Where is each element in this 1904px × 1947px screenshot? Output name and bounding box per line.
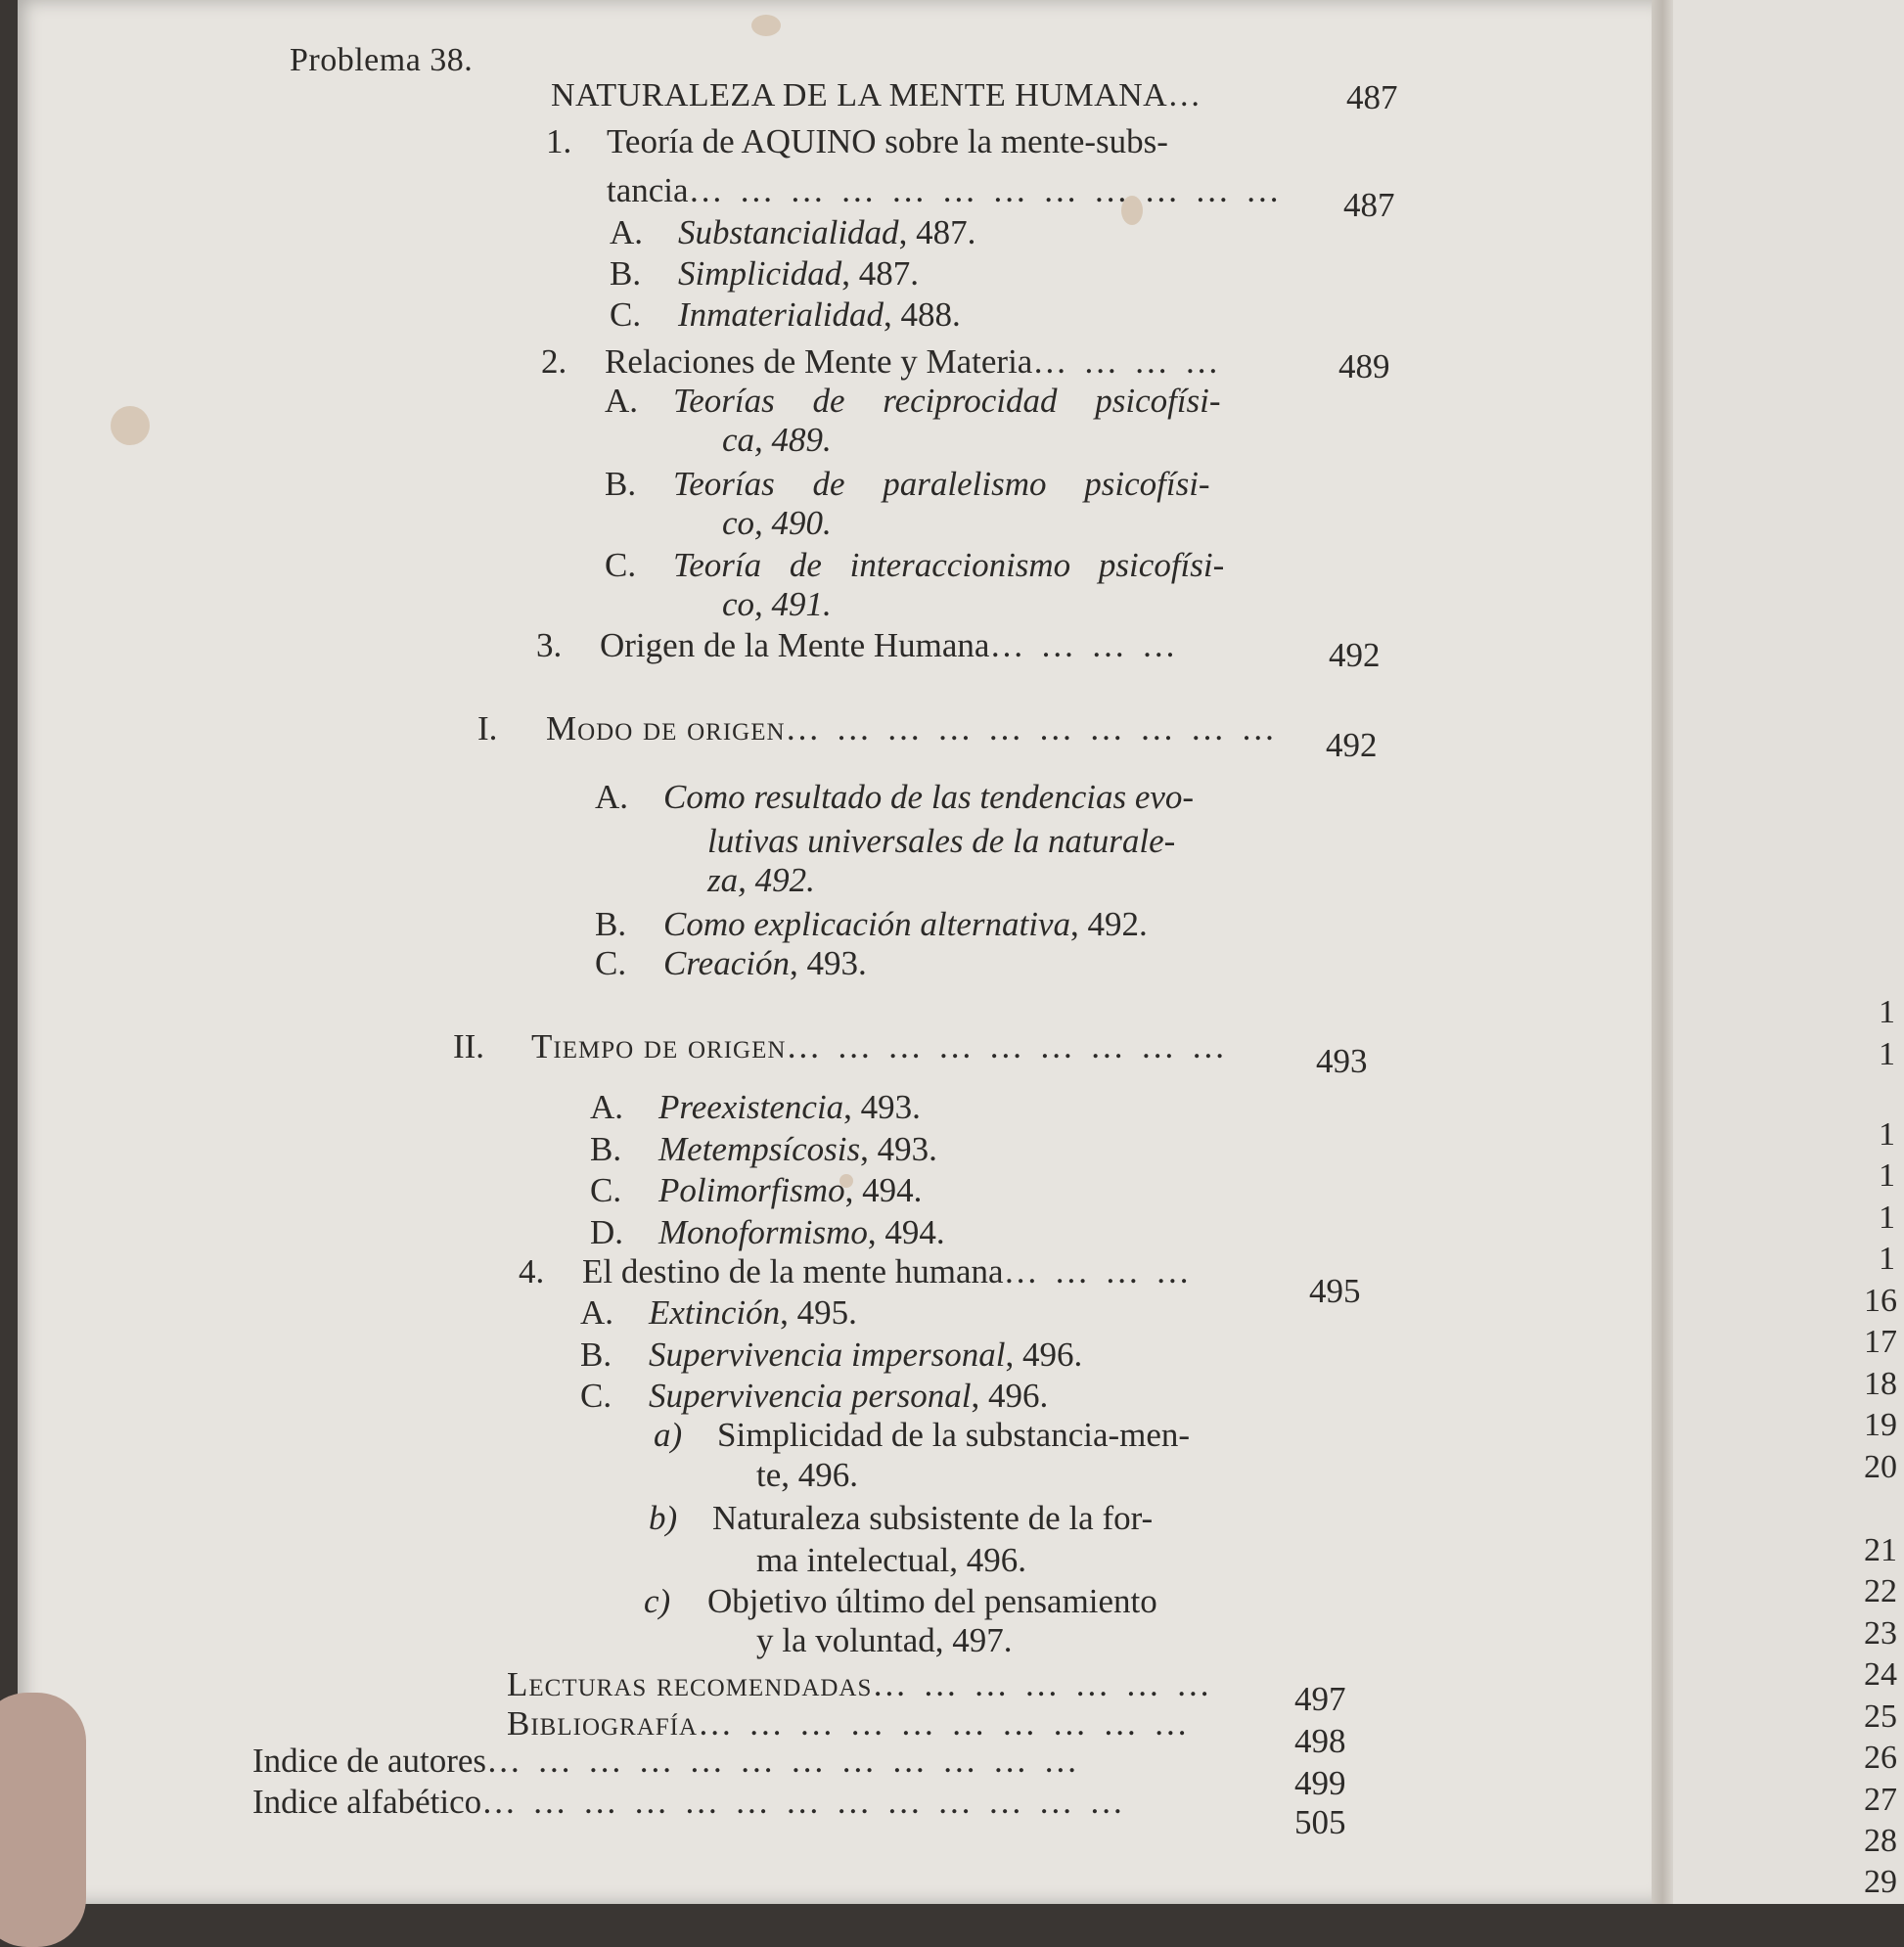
toc-entry-indice-autores: Indice de autores… … … … … … … … … … … … [252, 1742, 1082, 1780]
toc-page-number: 492 [1329, 636, 1381, 674]
next-page-number: 1 [1879, 1036, 1895, 1072]
next-page-number: 24 [1864, 1656, 1897, 1693]
next-page-number: 1 [1879, 1200, 1895, 1236]
toc-entry-IIb: B. Metempsícosis, 493. [590, 1130, 937, 1168]
toc-entry-Ib: B. Como explicación alternativa, 492. [595, 905, 1148, 943]
problem-title: NATURALEZA DE LA MENTE HUMANA… [551, 77, 1201, 113]
toc-entry-2a-cont: ca, 489. [722, 421, 832, 459]
toc-entry-IIa: A. Preexistencia, 493. [590, 1088, 921, 1126]
toc-entry-2b-cont: co, 490. [722, 504, 832, 542]
toc-entry-4: 4. El destino de la mente humana… … … … [519, 1252, 1194, 1290]
toc-entry-bibliografia: Bibliografía… … … … … … … … … … [507, 1704, 1192, 1743]
toc-entry-4cc: c) Objetivo último del pensamiento [644, 1582, 1157, 1620]
toc-entry-2b: B. Teorías de paralelismo psicofísi- [605, 465, 1210, 503]
toc-entry-3: 3. Origen de la Mente Humana… … … … [536, 626, 1180, 664]
toc-page-number: 505 [1294, 1803, 1346, 1841]
toc-entry-2: 2. Relaciones de Mente y Materia… … … … [541, 342, 1223, 381]
toc-entry-4ca-cont: te, 496. [756, 1456, 859, 1494]
toc-entry-Ic: C. Creación, 493. [595, 944, 867, 982]
toc-entry-2c: C. Teoría de interaccionismo psicofísi- [605, 546, 1225, 584]
next-page-number: 19 [1864, 1407, 1897, 1443]
toc-entry-II: II. Tiempo de origen… … … … … … … … … [453, 1027, 1230, 1065]
toc-entry-IIc: C. Polimorfismo, 494. [590, 1171, 923, 1209]
next-page-number: 1 [1879, 1116, 1895, 1153]
toc-entry-IId: D. Monoformismo, 494. [590, 1213, 945, 1251]
next-page-number: 22 [1864, 1573, 1897, 1609]
toc-entry-4cc-cont: y la voluntad, 497. [756, 1621, 1013, 1659]
next-page-number: 1 [1879, 1241, 1895, 1277]
toc-entry-lecturas: Lecturas recomendadas… … … … … … … [507, 1665, 1214, 1703]
foxing-spot [751, 15, 781, 36]
toc-entry-2c-cont: co, 491. [722, 585, 832, 623]
toc-page-number: 492 [1326, 726, 1378, 764]
next-page-number: 1 [1879, 994, 1895, 1030]
toc-entry-4cb: b) Naturaleza subsistente de la for- [649, 1499, 1154, 1537]
book-page-left [18, 0, 1661, 1904]
toc-entry-1: 1. Teoría de AQUINO sobre la mente-subs- [546, 122, 1168, 160]
toc-page-number: 489 [1338, 347, 1390, 385]
toc-entry-1a: A. Substancialidad, 487. [610, 213, 976, 251]
toc-entry-4c: C. Supervivencia personal, 496. [580, 1377, 1049, 1415]
toc-entry-Ia-cont2: za, 492. [707, 861, 815, 899]
toc-entry-4cb-cont: ma intelectual, 496. [756, 1541, 1027, 1579]
problem-label: Problema 38. [290, 42, 474, 78]
book-page-right [1673, 0, 1904, 1904]
toc-page-number: 487 [1343, 186, 1395, 224]
next-page-number: 29 [1864, 1864, 1897, 1900]
problem-page-number: 487 [1346, 78, 1398, 116]
toc-entry-Ia: A. Como resultado de las tendencias evo- [595, 778, 1195, 816]
toc-entry-4a: A. Extinción, 495. [580, 1293, 857, 1332]
toc-page-number: 495 [1309, 1272, 1361, 1310]
book-gutter [1652, 0, 1673, 1904]
next-page-number: 26 [1864, 1740, 1897, 1776]
toc-entry-4b: B. Supervivencia impersonal, 496. [580, 1336, 1083, 1374]
toc-entry-4ca: a) Simplicidad de la substancia-men- [654, 1416, 1191, 1454]
toc-entry-2a: A. Teorías de reciprocidad psicofísi- [605, 382, 1221, 420]
next-page-number: 20 [1864, 1449, 1897, 1485]
toc-page-number: 498 [1294, 1722, 1346, 1760]
toc-entry-1c: C. Inmaterialidad, 488. [610, 295, 961, 334]
toc-page-number: 497 [1294, 1680, 1346, 1718]
next-page-number: 25 [1864, 1698, 1897, 1735]
toc-entry-I: I. Modo de origen… … … … … … … … … … [477, 709, 1280, 747]
toc-entry-1b: B. Simplicidad, 487. [610, 254, 919, 293]
next-page-number: 28 [1864, 1823, 1897, 1859]
next-page-number: 1 [1879, 1157, 1895, 1194]
toc-entry-Ia-cont: lutivas universales de la naturale- [707, 822, 1176, 860]
toc-page-number: 493 [1316, 1042, 1368, 1080]
foxing-spot [111, 406, 150, 445]
next-page-number: 16 [1864, 1283, 1897, 1319]
thumb [0, 1693, 86, 1947]
next-page-number: 23 [1864, 1615, 1897, 1652]
toc-entry-1-cont: tancia… … … … … … … … … … … … [607, 171, 1284, 209]
next-page-number: 18 [1864, 1366, 1897, 1402]
next-page-number: 27 [1864, 1782, 1897, 1818]
next-page-number: 21 [1864, 1532, 1897, 1568]
toc-entry-indice-alfabetico: Indice alfabético… … … … … … … … … … … … … [252, 1783, 1128, 1821]
next-page-number: 17 [1864, 1324, 1897, 1360]
toc-page-number: 499 [1294, 1764, 1346, 1802]
